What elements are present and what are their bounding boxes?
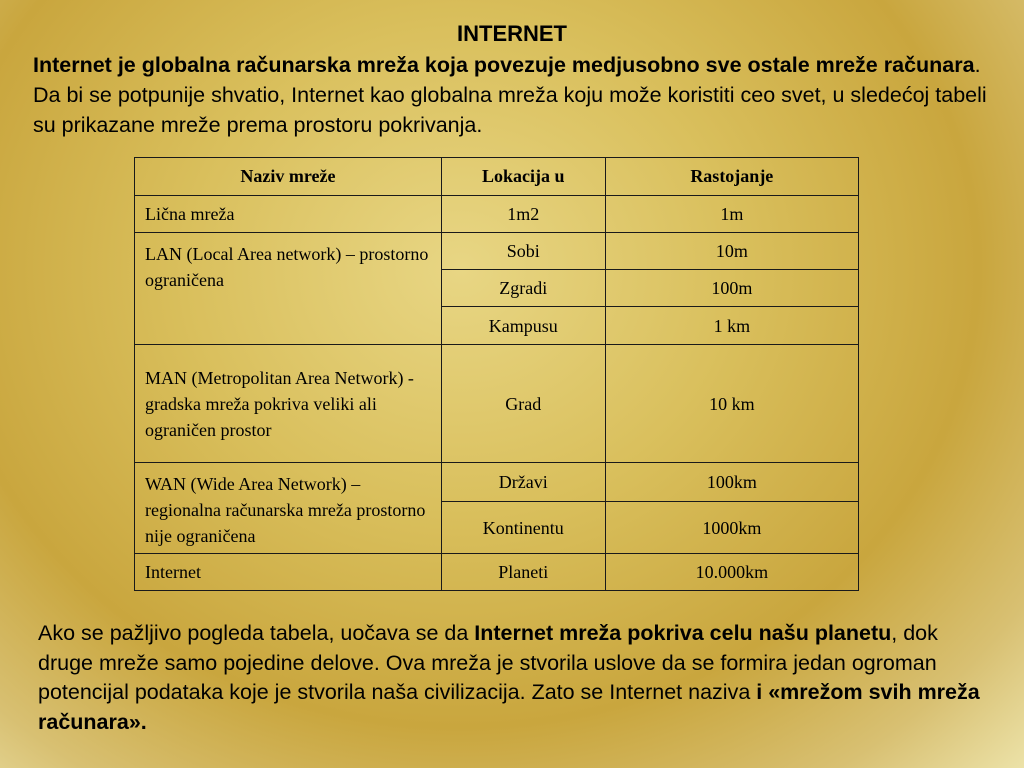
cell-name: WAN (Wide Area Network) – regionalna računarska mreža prostorno nije ograničena — [135, 463, 442, 554]
cell-name: MAN (Metropolitan Area Network) - gradska mreža pokriva veliki ali ograničen prostor — [135, 345, 442, 463]
cell-location: Grad — [441, 345, 605, 463]
cell-distance: 10.000km — [605, 554, 858, 591]
cell-location: Zgradi — [441, 270, 605, 307]
table-row — [135, 233, 859, 270]
cell-distance: 100m — [605, 270, 858, 307]
cell-location: Kampusu — [441, 307, 605, 345]
outro-paragraph — [38, 619, 993, 737]
cell-location: 1m2 — [441, 196, 605, 233]
intro-text: . Da bi se potpunije shvatio, Internet kao globalna mreža koju može koristiti ceo svet, u sledećoj tabeli su prikazane mreže prema prostoru pokrivanja. — [33, 53, 987, 137]
cell-distance: 1000km — [605, 502, 858, 554]
table-row — [135, 196, 859, 233]
table-row — [135, 463, 859, 502]
table-header-row — [135, 158, 859, 196]
table-row — [135, 345, 859, 463]
cell-location: Kontinentu — [441, 502, 605, 554]
table-row — [135, 554, 859, 591]
outro-bold-2: i «mrežom svih mreža računara». — [38, 680, 980, 734]
cell-distance: 10m — [605, 233, 858, 270]
cell-location: Državi — [441, 463, 605, 502]
header-naziv: Naziv mreže — [135, 158, 442, 196]
cell-distance: 1m — [605, 196, 858, 233]
outro-text-2: , dok druge mreže samo pojedine delove. Ova mreža je stvorila uslove da se formira jedan ogroman potencijal podataka koje je stvorila naša civilizacija. Zato se Internet naziva — [38, 621, 938, 704]
header-rastojanje: Rastojanje — [605, 158, 858, 196]
cell-distance: 100km — [605, 463, 858, 502]
cell-name: Lična mreža — [135, 196, 442, 233]
outro-bold-1: Internet mreža pokriva celu našu planetu — [474, 621, 892, 645]
intro-paragraph — [33, 50, 993, 140]
cell-name: LAN (Local Area network) – prostorno ograničena — [135, 233, 442, 345]
cell-location: Planeti — [441, 554, 605, 591]
intro-bold-text: Internet je globalna računarska mreža koja povezuje medjusobno sve ostale mreže računara — [33, 53, 975, 77]
slide-title: INTERNET — [457, 21, 567, 46]
network-table — [134, 157, 859, 591]
cell-distance: 1 km — [605, 307, 858, 345]
header-lokacija: Lokacija u — [441, 158, 605, 196]
cell-name: Internet — [135, 554, 442, 591]
cell-location: Sobi — [441, 233, 605, 270]
cell-distance: 10 km — [605, 345, 858, 463]
outro-text-1: Ako se pažljivo pogleda tabela, uočava se da — [38, 621, 475, 645]
